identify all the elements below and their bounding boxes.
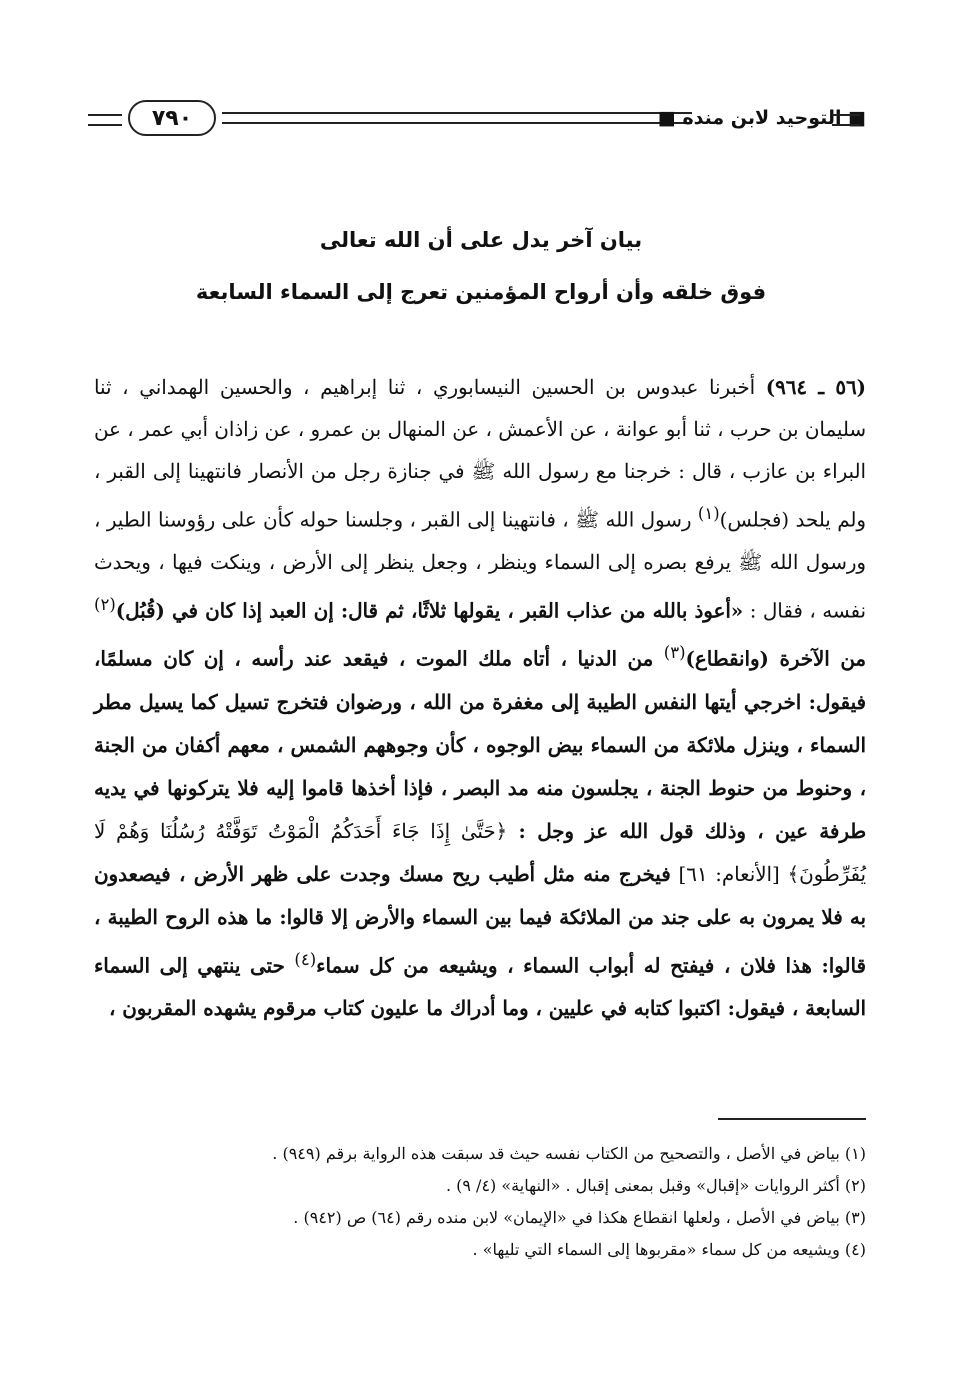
hadith-bold-segment: من الآخرة (وانقطاع) [685,646,866,671]
quran-verse: ﴿حَتَّىٰ إِذَا جَاءَ أَحَدَكُمُ الْمَوْتُ تَوَفَّتْهُ رُسُلُنَا وَهُمْ لَا يُفَرِّطُونَ﴾ [94,819,866,886]
hadith-bold-segment: حتى ينتهي إلى السماء السابعة ، فيقول: اكتبوا كتابه في عليين ، وما أدراك ما عليون كتاب مرقوم يشهده المقربون ، [94,953,866,1021]
page-header [88,98,867,144]
page-number: ٧٩٠ [128,100,216,136]
quran-reference: [الأنعام: ٦١] [670,862,788,886]
footnote: (٢) أكثر الروايات «إقبال» وقبل بمعنى إقبال . «النهاية» (٤/ ٩) . [445,1176,866,1195]
section-heading-line-2: فوق خلقه وأن أرواح المؤمنين تعرج إلى السماء السابعة [195,280,767,304]
hadith-bold-segment: فيخرج منه مثل أطيب ريح مسك وجدت على ظهر الأرض ، فيصعدون به فلا يمرون به على جند من الملائكة فيما بين السماء والأرض إلا قالوا: ما هذه الروح الطيبة ، قالوا: هذا فلان ، فيفتح له أبواب السماء ، ويشيعه من كل سماء [94,861,866,978]
footnote-marker: (١) [697,504,720,523]
header-rule [222,112,692,124]
running-title: ■ التوحيد لابن منده ■ [657,107,867,129]
footnote-marker: (٤) [294,949,317,969]
section-heading-line-1: بيان آخر يدل على أن الله تعالى [319,228,643,252]
footnote-separator [718,1118,866,1120]
hadith-number: (٥٦ ـ ٩٦٤) [765,375,866,399]
hadith-bold-segment: «أعوذ بالله من عذاب القبر ، يقولها ثلاثًا، ثم قال: إن العبد إذا كان في (قُبُل) [115,598,744,623]
header-ornament-line [832,124,860,126]
header-ornament-line [88,124,122,126]
header-ornament-line [832,114,860,116]
footnote: (٤) ويشيعه من كل سماء «مقربوها إلى السماء التي تليها» . [472,1240,866,1259]
hadith-text [94,366,866,1030]
footnote: (٣) بياض في الأصل ، ولعلها انقطاع هكذا في «الإيمان» لابن منده رقم (٦٤) ص (٩٤٢) . [293,1208,866,1227]
hadith-segment: رسول الله ﷺ ، فانتهينا إلى القبر ، وجلسنا حوله كأن على رؤوسنا الطير ، ورسول الله ﷺ يرفع بصره إلى السماء وينظر ، وجعل ينظر إلى الأرض ، وينكت فيها ، ويحدث نفسه ، فقال : [94,508,867,623]
footnote-marker: (٢) [94,594,116,614]
hadith-bold-segment: من الدنيا ، أتاه ملك الموت ، فيقعد عند رأسه ، إن كان مسلمًا، فيقول: اخرجي أيتها النفس الطيبة إلى مغفرة من الله ، ورضوان فتخرج تسيل كما يسيل مطر السماء ، وينزل ملائكة من السماء بيض الوجوه ، كأن وجوههم الشمس ، معهم أكفان من الجنة ، وحنوط من حنوط الجنة ، يجلسون منه مد البصر ، فإذا أخذها قاموا إليه فلا يتركونها في يديه طرفة عين ، وذلك قول الله عز وجل : [94,646,866,843]
header-ornament-line [88,114,122,116]
footnote-marker: (٣) [663,643,686,663]
footnote: (١) بياض في الأصل ، والتصحيح من الكتاب نفسه حيث قد سبقت هذه الرواية برقم (٩٤٩) . [272,1144,866,1163]
hadith-segment: أخبرنا عبدوس بن الحسين النيسابوري ، ثنا إبراهيم ، والحسين الهمداني ، ثنا سليمان بن حرب ، ثنا أبو عوانة ، عن الأعمش ، عن المنهال بن عمرو ، عن زاذان أبي عمر ، عن البراء بن عازب ، قال : خرجنا مع رسول الله ﷺ في جنازة رجل من الأنصار فانتهينا إلى القبر ، ولم يلحد (فجلس) [94,376,866,532]
footnotes [96,1138,866,1266]
